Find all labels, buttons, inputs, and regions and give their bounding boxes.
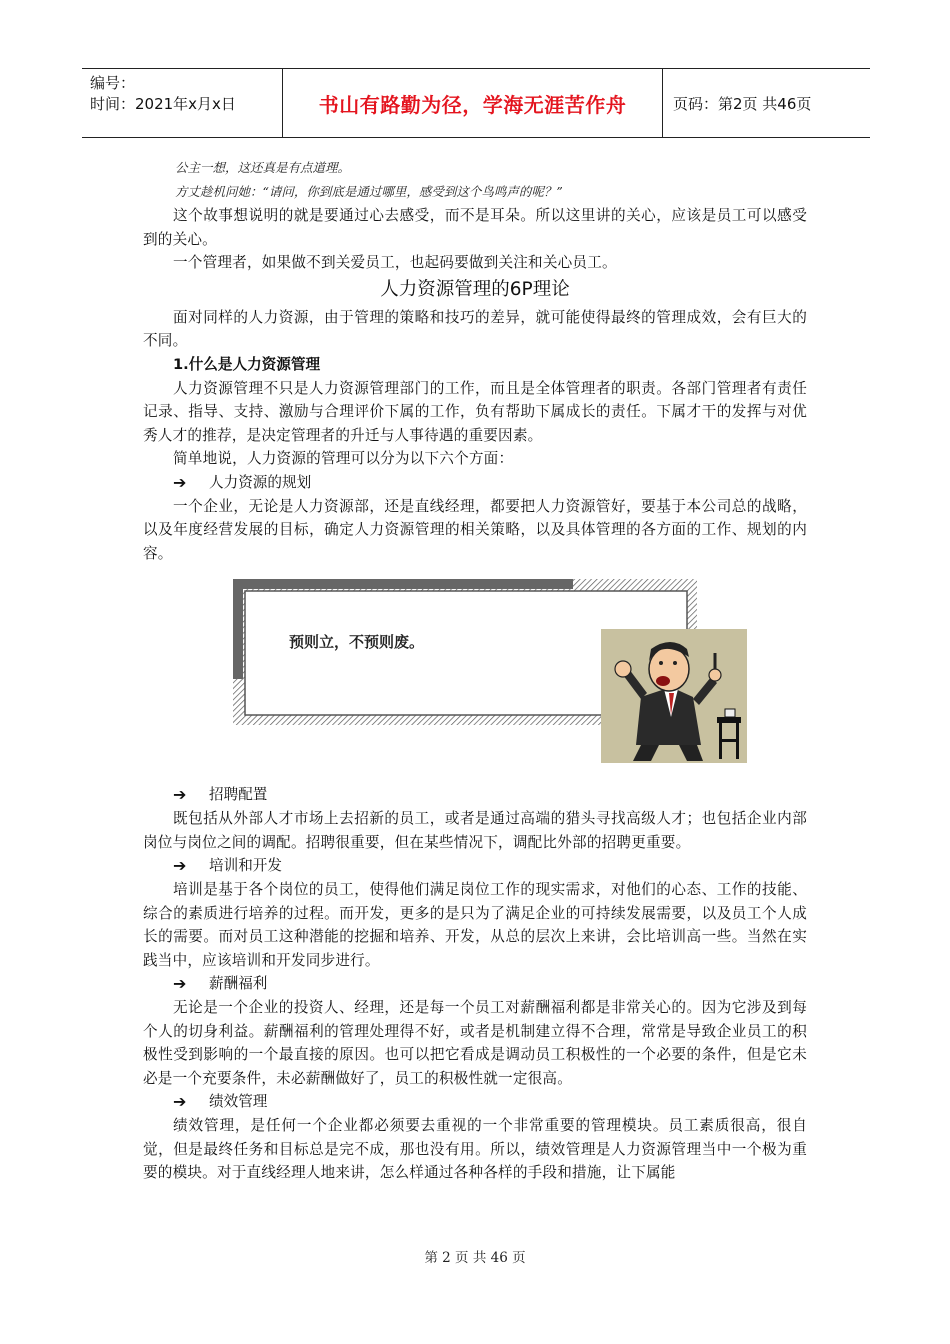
document-body (143, 156, 807, 1185)
bullet-label: 培训和开发 (209, 857, 282, 874)
right-arrow-icon: ➔ (173, 1092, 187, 1111)
illustration-caption: 预则立，不预则废。 (289, 633, 425, 651)
header-left-cell (82, 69, 283, 137)
paragraph: 一个管理者，如果做不到关爱员工，也起码要做到关注和关心员工。 (173, 254, 617, 271)
illustration-graphic (231, 577, 751, 767)
bullet-item (143, 972, 807, 996)
header-page-info: 页码：第2页 共46页 (673, 94, 812, 113)
section-title: 人力资源管理的6P理论 (380, 278, 570, 300)
paragraph: 无论是一个企业的投资人、经理，还是每一个员工对薪酬福利都是非常关心的。因为它涉及到每个人的切身利益。薪酬福利的管理处理得不好，或者是机制建立得不合理，常常是导致企业员工的积极性受到影响的一个最直接的原因。也可以把它看成是调动员工积极性的一个必要的条件，但是它未必是一个充要条件，未必薪酬做好了，员工的积极性就一定很高。 (143, 999, 807, 1087)
paragraph: 面对同样的人力资源，由于管理的策略和技巧的差异，就可能使得最终的管理成效，会有巨大的不同。 (143, 308, 807, 349)
date-label: 时间：2021年x月x日 (90, 95, 236, 113)
bullet-label: 薪酬福利 (209, 975, 268, 992)
story-line: 公主一想，这还真是有点道理。 (175, 160, 351, 175)
right-arrow-icon: ➔ (173, 974, 187, 993)
bullet-item (143, 854, 807, 878)
frame-left-bar (233, 579, 243, 679)
paragraph: 简单地说，人力资源的管理可以分为以下六个方面： (173, 450, 514, 467)
page-footer: 第 2 页 共 46 页 (424, 1250, 526, 1266)
paragraph: 培训是基于各个岗位的员工，使得他们满足岗位工作的现实需求，对他们的心态、工作的技能、综合的素质进行培养的过程。而开发，更多的是只为了满足企业的可持续发展需要，以及员工个人成长的需要。而对员工这种潜能的挖掘和培养、开发，从总的层次上来讲，会比培训高一些。当然在实践当中，应该培训和开发同步进行。 (143, 881, 807, 969)
bullet-item (143, 783, 807, 807)
right-arrow-icon: ➔ (173, 785, 187, 804)
bullet-item (143, 1090, 807, 1114)
paragraph: 这个故事想说明的就是要通过心去感受，而不是耳朵。所以这里讲的关心，应该是员工可以感受到的关心。 (143, 207, 807, 248)
bullet-label: 招聘配置 (209, 786, 268, 803)
number-label: 编号： (90, 74, 136, 92)
bullet-label: 人力资源的规划 (209, 473, 312, 491)
header-table (82, 68, 870, 138)
story-line: 方丈趁机问她：“请问，你到底是通过哪里，感受到这个鸟鸣声的呢？” (175, 184, 563, 199)
paragraph: 人力资源管理不只是人力资源管理部门的工作，而且是全体管理者的职责。各部门管理者有责任记录、指导、支持、激励与合理评价下属的工作，负有帮助下属成长的责任。下属才干的发挥与对优秀人才的推荐，是决定管理者的升迁与人事待遇的重要因素。 (143, 379, 807, 444)
frame-top-bar (233, 579, 573, 589)
paragraph: 绩效管理，是任何一个企业都必须要去重视的一个非常重要的管理模块。员工素质很高，很自觉，但是最终任务和目标总是完不成，那也没有用。所以，绩效管理是人力资源管理当中一个极为重要的模块。对于直线经理人地来讲，怎么样通过各种各样的手段和措施，让下属能 (143, 1117, 807, 1181)
paragraph: 既包括从外部人才市场上去招新的员工，或者是通过高端的猎头寻找高级人才；也包括企业内部岗位与岗位之间的调配。招聘很重要，但在某些情况下，调配比外部的招聘更重要。 (143, 810, 807, 851)
bullet-item (143, 471, 807, 495)
right-arrow-icon: ➔ (173, 856, 187, 875)
bullet-label: 绩效管理 (209, 1093, 268, 1110)
illustration (143, 577, 807, 777)
header-motto: 书山有路勤为径，学海无涯苦作舟 (283, 69, 663, 137)
paragraph: 一个企业，无论是人力资源部，还是直线经理，都要把人力资源管好，要基于本公司总的战略，以及年度经营发展的目标，确定人力资源管理的相关策略，以及具体管理的各方面的工作、规划的内容。 (143, 497, 807, 562)
right-arrow-icon: ➔ (173, 472, 187, 492)
section-heading: 1.什么是人力资源管理 (173, 355, 321, 373)
